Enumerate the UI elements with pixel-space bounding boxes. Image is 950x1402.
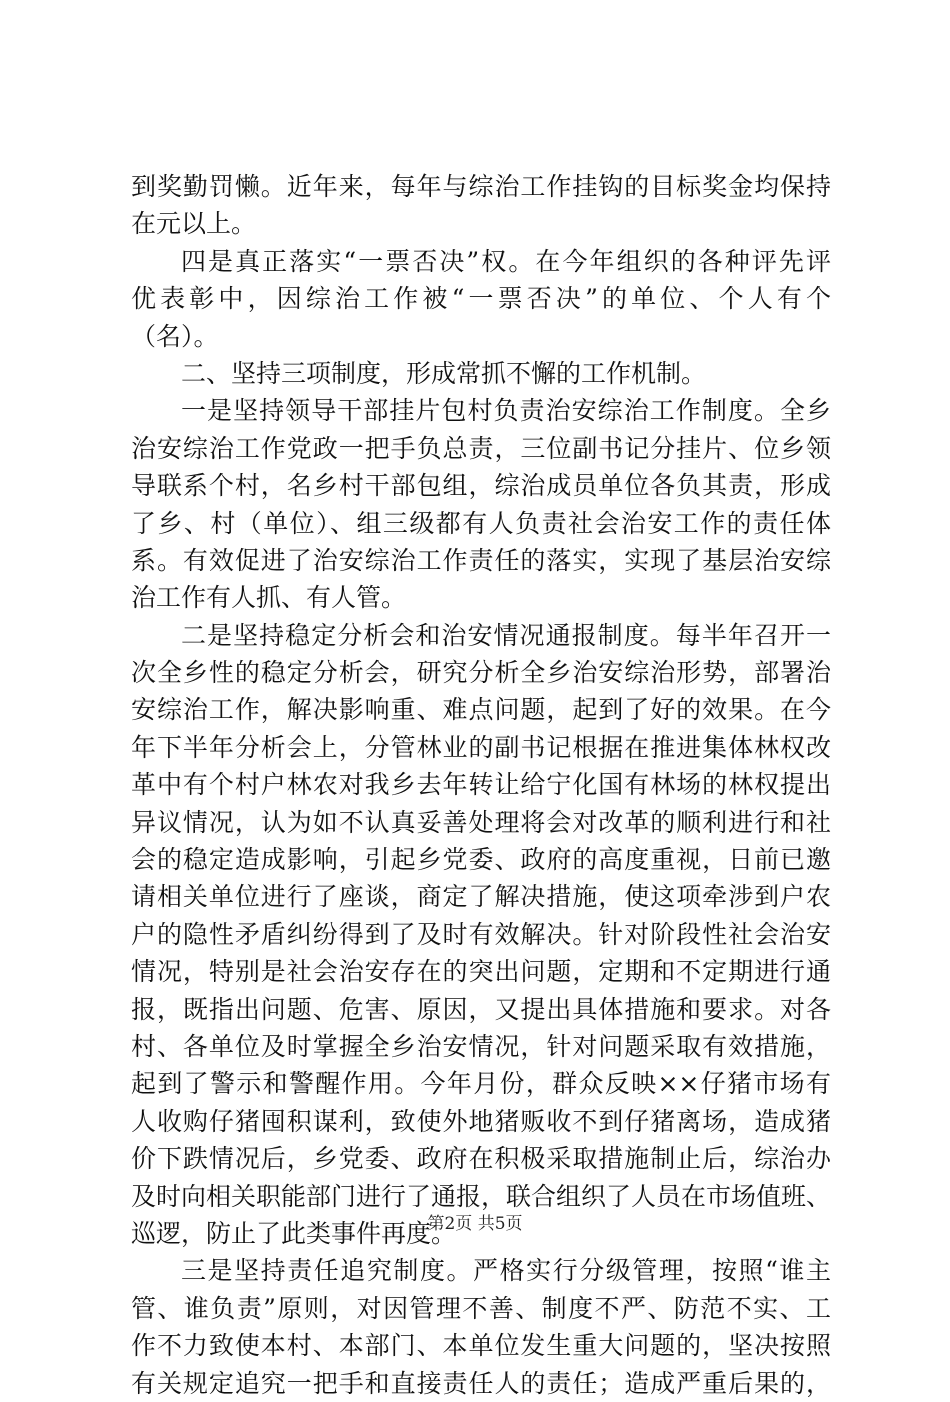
paragraph — [131, 243, 831, 355]
text-line: 年下半年分析会上，分管林业的副书记根据在推进集体林权改 — [131, 732, 831, 762]
text-line: 优表彰中，因综治工作被“一票否决”的单位、个人有个 — [131, 284, 831, 314]
paragraph — [131, 168, 831, 243]
text-line: 管、谁负责”原则，对因管理不善、制度不严、防范不实、工 — [131, 1293, 831, 1323]
text-line: 革中有个村户林农对我乡去年转让给宁化国有林场的林权提出 — [131, 770, 831, 800]
text-line: 作不力致使本村、本部门、本单位发生重大问题的，坚决按照 — [131, 1331, 831, 1361]
text-line: 二是坚持稳定分析会和治安情况通报制度。每半年召开一 — [181, 620, 831, 650]
text-line: 村、各单位及时掌握全乡治安情况，针对问题采取有效措施， — [131, 1031, 831, 1061]
text-line: 及时向相关职能部门进行了通报，联合组织了人员在市场值班、 — [131, 1181, 832, 1211]
text-line: 了乡、村（单位）、组三级都有人负责社会治安工作的责任体 — [131, 508, 831, 538]
text-line: 一是坚持领导干部挂片包村负责治安综治工作制度。全乡 — [181, 396, 831, 426]
page-footer: 第2页 共5页 — [427, 1214, 523, 1234]
paragraph — [131, 1252, 831, 1402]
text-line: 治安综治工作党政一把手负总责，三位副书记分挂片、位乡领 — [131, 433, 831, 463]
text-line: 四是真正落实“一票否决”权。在今年组织的各种评先评 — [181, 246, 831, 276]
text-line: 异议情况，认为如不认真妥善处理将会对改革的顺利进行和社 — [131, 807, 831, 837]
text-line: 巡逻，防止了此类事件再度。 — [131, 1218, 457, 1248]
text-line: 起到了警示和警醒作用。今年月份，群众反映××仔猪市场有 — [131, 1069, 831, 1099]
paragraph — [131, 392, 831, 616]
paragraph — [131, 355, 831, 392]
text-line: 报，既指出问题、危害、原因，又提出具体措施和要求。对各 — [131, 994, 831, 1024]
text-line: 导联系个村，名乡村干部包组，综治成员单位各负其责，形成 — [131, 471, 831, 501]
text-line: 会的稳定造成影响，引起乡党委、政府的高度重视，日前已邀 — [131, 845, 831, 875]
text-line: 二、坚持三项制度，形成常抓不懈的工作机制。 — [181, 358, 707, 388]
text-line: 治工作有人抓、有人管。 — [131, 583, 407, 613]
text-line: 三是坚持责任追究制度。严格实行分级管理，按照“谁主 — [181, 1256, 831, 1286]
text-line: 价下跌情况后，乡党委、政府在积极采取措施制止后，综治办 — [131, 1144, 831, 1174]
text-line: 安综治工作，解决影响重、难点问题，起到了好的效果。在今 — [131, 695, 831, 725]
text-line: 在元以上。 — [131, 209, 257, 239]
paragraph — [131, 617, 831, 1253]
text-line: 次全乡性的稳定分析会，研究分析全乡治安综治形势，部署治 — [131, 658, 831, 688]
text-line: 系。有效促进了治安综治工作责任的落实，实现了基层治安综 — [131, 545, 831, 575]
text-line: 户的隐性矛盾纠纷得到了及时有效解决。针对阶段性社会治安 — [131, 919, 831, 949]
text-line: 有关规定追究一把手和直接责任人的责任；造成严重后果的， — [131, 1368, 831, 1398]
text-line: 到奖勤罚懒。近年来，每年与综治工作挂钩的目标奖金均保持 — [131, 172, 831, 201]
text-line: 请相关单位进行了座谈，商定了解决措施，使这项牵涉到户农 — [131, 882, 831, 912]
text-line: 情况，特别是社会治安存在的突出问题，定期和不定期进行通 — [131, 957, 831, 987]
text-line: 人收购仔猪囤积谋利，致使外地猪贩收不到仔猪离场，造成猪 — [131, 1106, 831, 1136]
text-line: （名）。 — [131, 321, 219, 351]
